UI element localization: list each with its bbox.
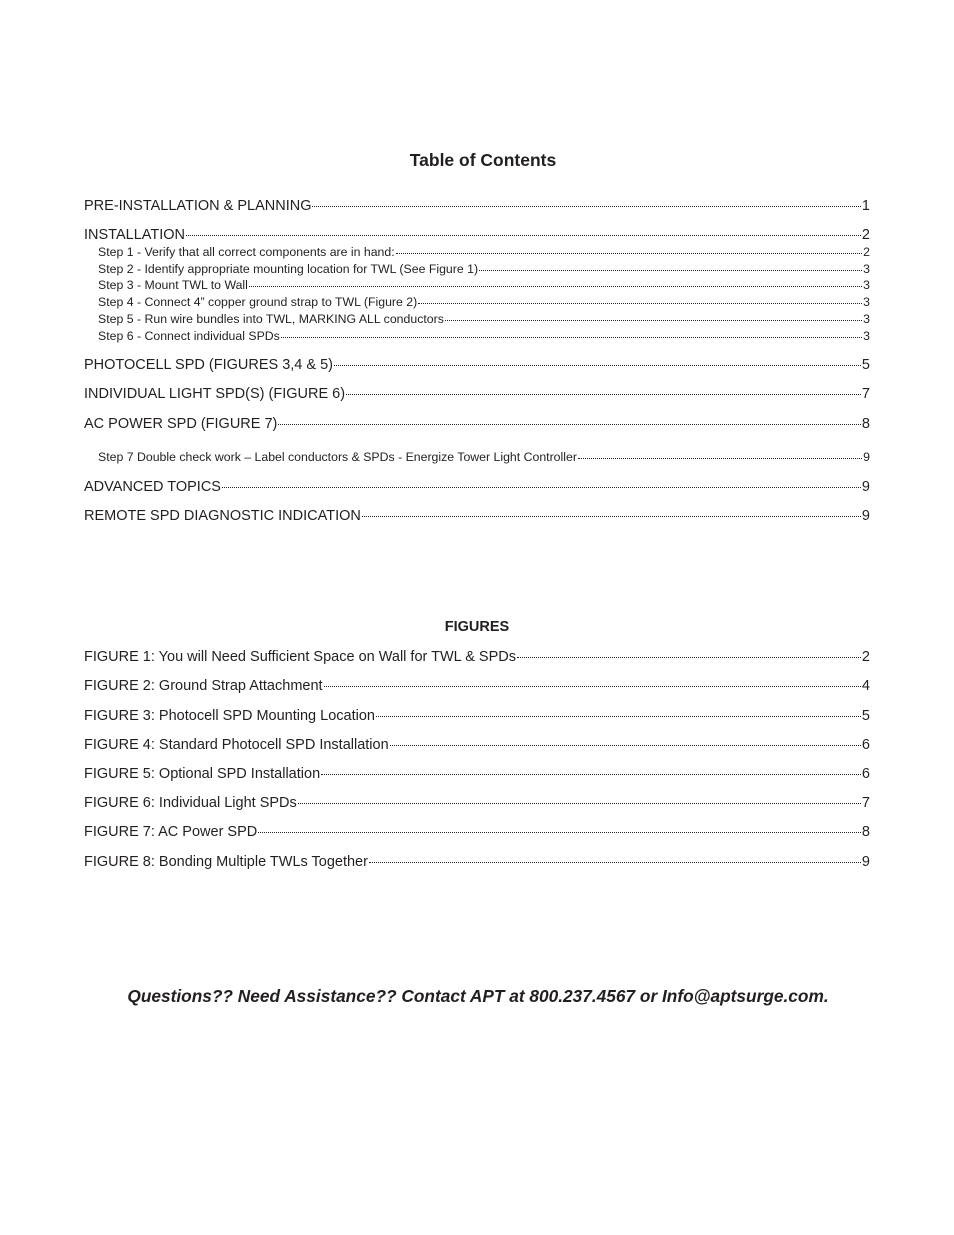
toc-entry-ac-power-spd[interactable] <box>84 415 870 433</box>
toc-entry-label: Step 6 - Connect individual SPDs <box>98 328 280 343</box>
figure-entry-page: 2 <box>861 649 870 665</box>
toc-entry-label: Step 4 - Connect 4” copper ground strap to TWL (Figure 2) <box>98 295 418 309</box>
figure-entry-7[interactable] <box>84 823 870 841</box>
toc-subentry-step-5[interactable] <box>98 312 870 327</box>
toc-subentry-step-6[interactable] <box>98 329 870 344</box>
figure-entry-1[interactable] <box>84 648 870 666</box>
dot-leader <box>321 774 861 775</box>
page-title: Table of Contents <box>409 150 557 170</box>
figure-entry-2[interactable] <box>84 677 870 695</box>
dot-leader <box>517 657 861 658</box>
figure-entry-page: 7 <box>861 795 870 811</box>
toc-entry-label: Step 1 - Verify that all correct components are in hand: <box>98 245 395 259</box>
toc-entry-page: 2 <box>861 227 870 243</box>
toc-entry-page: 3 <box>863 278 870 292</box>
figure-entry-label: FIGURE 1: You will Need Sufficient Space on Wall for TWL & SPDs <box>84 649 516 665</box>
figure-entry-label: FIGURE 7: AC Power SPD <box>84 824 258 840</box>
dot-leader <box>479 270 862 271</box>
dot-leader <box>298 803 861 804</box>
toc-entry-page: 3 <box>863 295 870 309</box>
dot-leader <box>362 516 861 517</box>
toc-entry-label: Step 7 Double check work – Label conductors & SPDs - Energize Tower Light Controller <box>98 450 577 464</box>
toc-entry-label: REMOTE SPD DIAGNOSTIC INDICATION <box>84 508 361 524</box>
dot-leader <box>346 394 861 395</box>
dot-leader <box>376 716 861 717</box>
figure-entry-page: 8 <box>861 824 870 840</box>
toc-entry-label: Step 2 - Identify appropriate mounting location for TWL (See Figure 1) <box>98 261 479 276</box>
figure-entry-label: FIGURE 5: Optional SPD Installation <box>84 766 321 782</box>
toc-entry-photocell-spd[interactable] <box>84 356 870 374</box>
toc-entry-page: 3 <box>863 312 870 326</box>
toc-entry-label: PHOTOCELL SPD (FIGURES 3,4 & 5) <box>84 357 333 373</box>
figure-entry-page: 5 <box>861 708 870 724</box>
figure-entry-4[interactable] <box>84 736 870 754</box>
toc-entry-label: ADVANCED TOPICS <box>84 479 221 495</box>
dot-leader <box>258 832 861 833</box>
dot-leader <box>312 206 860 207</box>
figure-entry-page: 4 <box>861 678 870 694</box>
toc-subentry-step-2[interactable] <box>98 262 870 277</box>
dot-leader <box>390 745 861 746</box>
dot-leader <box>281 337 862 338</box>
toc-entry-pre-installation[interactable] <box>84 197 870 215</box>
toc-subentry-step-1[interactable] <box>98 245 870 260</box>
toc-entry-page: 3 <box>863 261 870 276</box>
dot-leader <box>369 862 861 863</box>
toc-entry-page: 3 <box>863 328 870 343</box>
dot-leader <box>186 235 861 236</box>
toc-entry-page: 9 <box>861 508 870 524</box>
toc-entry-page: 9 <box>861 479 870 495</box>
figure-entry-page: 9 <box>861 854 870 870</box>
toc-entry-page: 8 <box>861 416 870 432</box>
figure-entry-3[interactable] <box>84 707 870 725</box>
toc-entry-individual-light-spd[interactable] <box>84 385 870 403</box>
toc-entry-installation[interactable] <box>84 226 870 244</box>
figure-entry-label: FIGURE 3: Photocell SPD Mounting Location <box>84 708 375 724</box>
toc-entry-label: INDIVIDUAL LIGHT SPD(S) (FIGURE 6) <box>84 386 346 402</box>
toc-entry-label: AC POWER SPD (FIGURE 7) <box>84 416 278 432</box>
figure-entry-label: FIGURE 6: Individual Light SPDs <box>84 795 297 811</box>
figure-entry-5[interactable] <box>84 765 870 783</box>
toc-entry-page: 5 <box>861 357 870 373</box>
toc-subentry-step-4[interactable] <box>98 295 870 310</box>
figure-entry-page: 6 <box>861 766 870 782</box>
figure-entry-8[interactable] <box>84 853 870 871</box>
dot-leader <box>222 487 861 488</box>
toc-entry-advanced-topics[interactable] <box>84 478 870 496</box>
toc-subentry-step-7[interactable] <box>98 450 870 465</box>
toc-entry-page: 1 <box>861 198 870 214</box>
toc-entry-label: Step 5 - Run wire bundles into TWL, MARKING ALL conductors <box>98 312 444 326</box>
dot-leader <box>418 303 862 304</box>
toc-entry-remote-spd-diagnostic[interactable] <box>84 507 870 525</box>
dot-leader <box>249 286 862 287</box>
figure-entry-label: FIGURE 4: Standard Photocell SPD Installation <box>84 737 389 753</box>
toc-subentry-step-3[interactable] <box>98 278 870 293</box>
dot-leader <box>445 320 862 321</box>
figure-entry-6[interactable] <box>84 794 870 812</box>
figures-heading: FIGURES <box>444 619 510 635</box>
dot-leader <box>396 253 863 254</box>
toc-entry-page: 2 <box>863 245 870 259</box>
dot-leader <box>334 365 861 366</box>
toc-entry-page: 7 <box>861 386 870 402</box>
dot-leader <box>578 458 862 459</box>
toc-entry-page: 9 <box>863 450 870 464</box>
toc-entry-label: Step 3 - Mount TWL to Wall <box>98 278 248 292</box>
toc-entry-label: PRE-INSTALLATION & PLANNING <box>84 198 312 214</box>
contact-line: Questions?? Need Assistance?? Contact APT at 800.237.4567 or Info@aptsurge.com. <box>127 986 829 1006</box>
figure-entry-label: FIGURE 8: Bonding Multiple TWLs Together <box>84 854 368 870</box>
dot-leader <box>324 686 861 687</box>
figure-entry-page: 6 <box>861 737 870 753</box>
toc-entry-label: INSTALLATION <box>84 227 185 243</box>
figure-entry-label: FIGURE 2: Ground Strap Attachment <box>84 678 323 694</box>
dot-leader <box>278 424 861 425</box>
